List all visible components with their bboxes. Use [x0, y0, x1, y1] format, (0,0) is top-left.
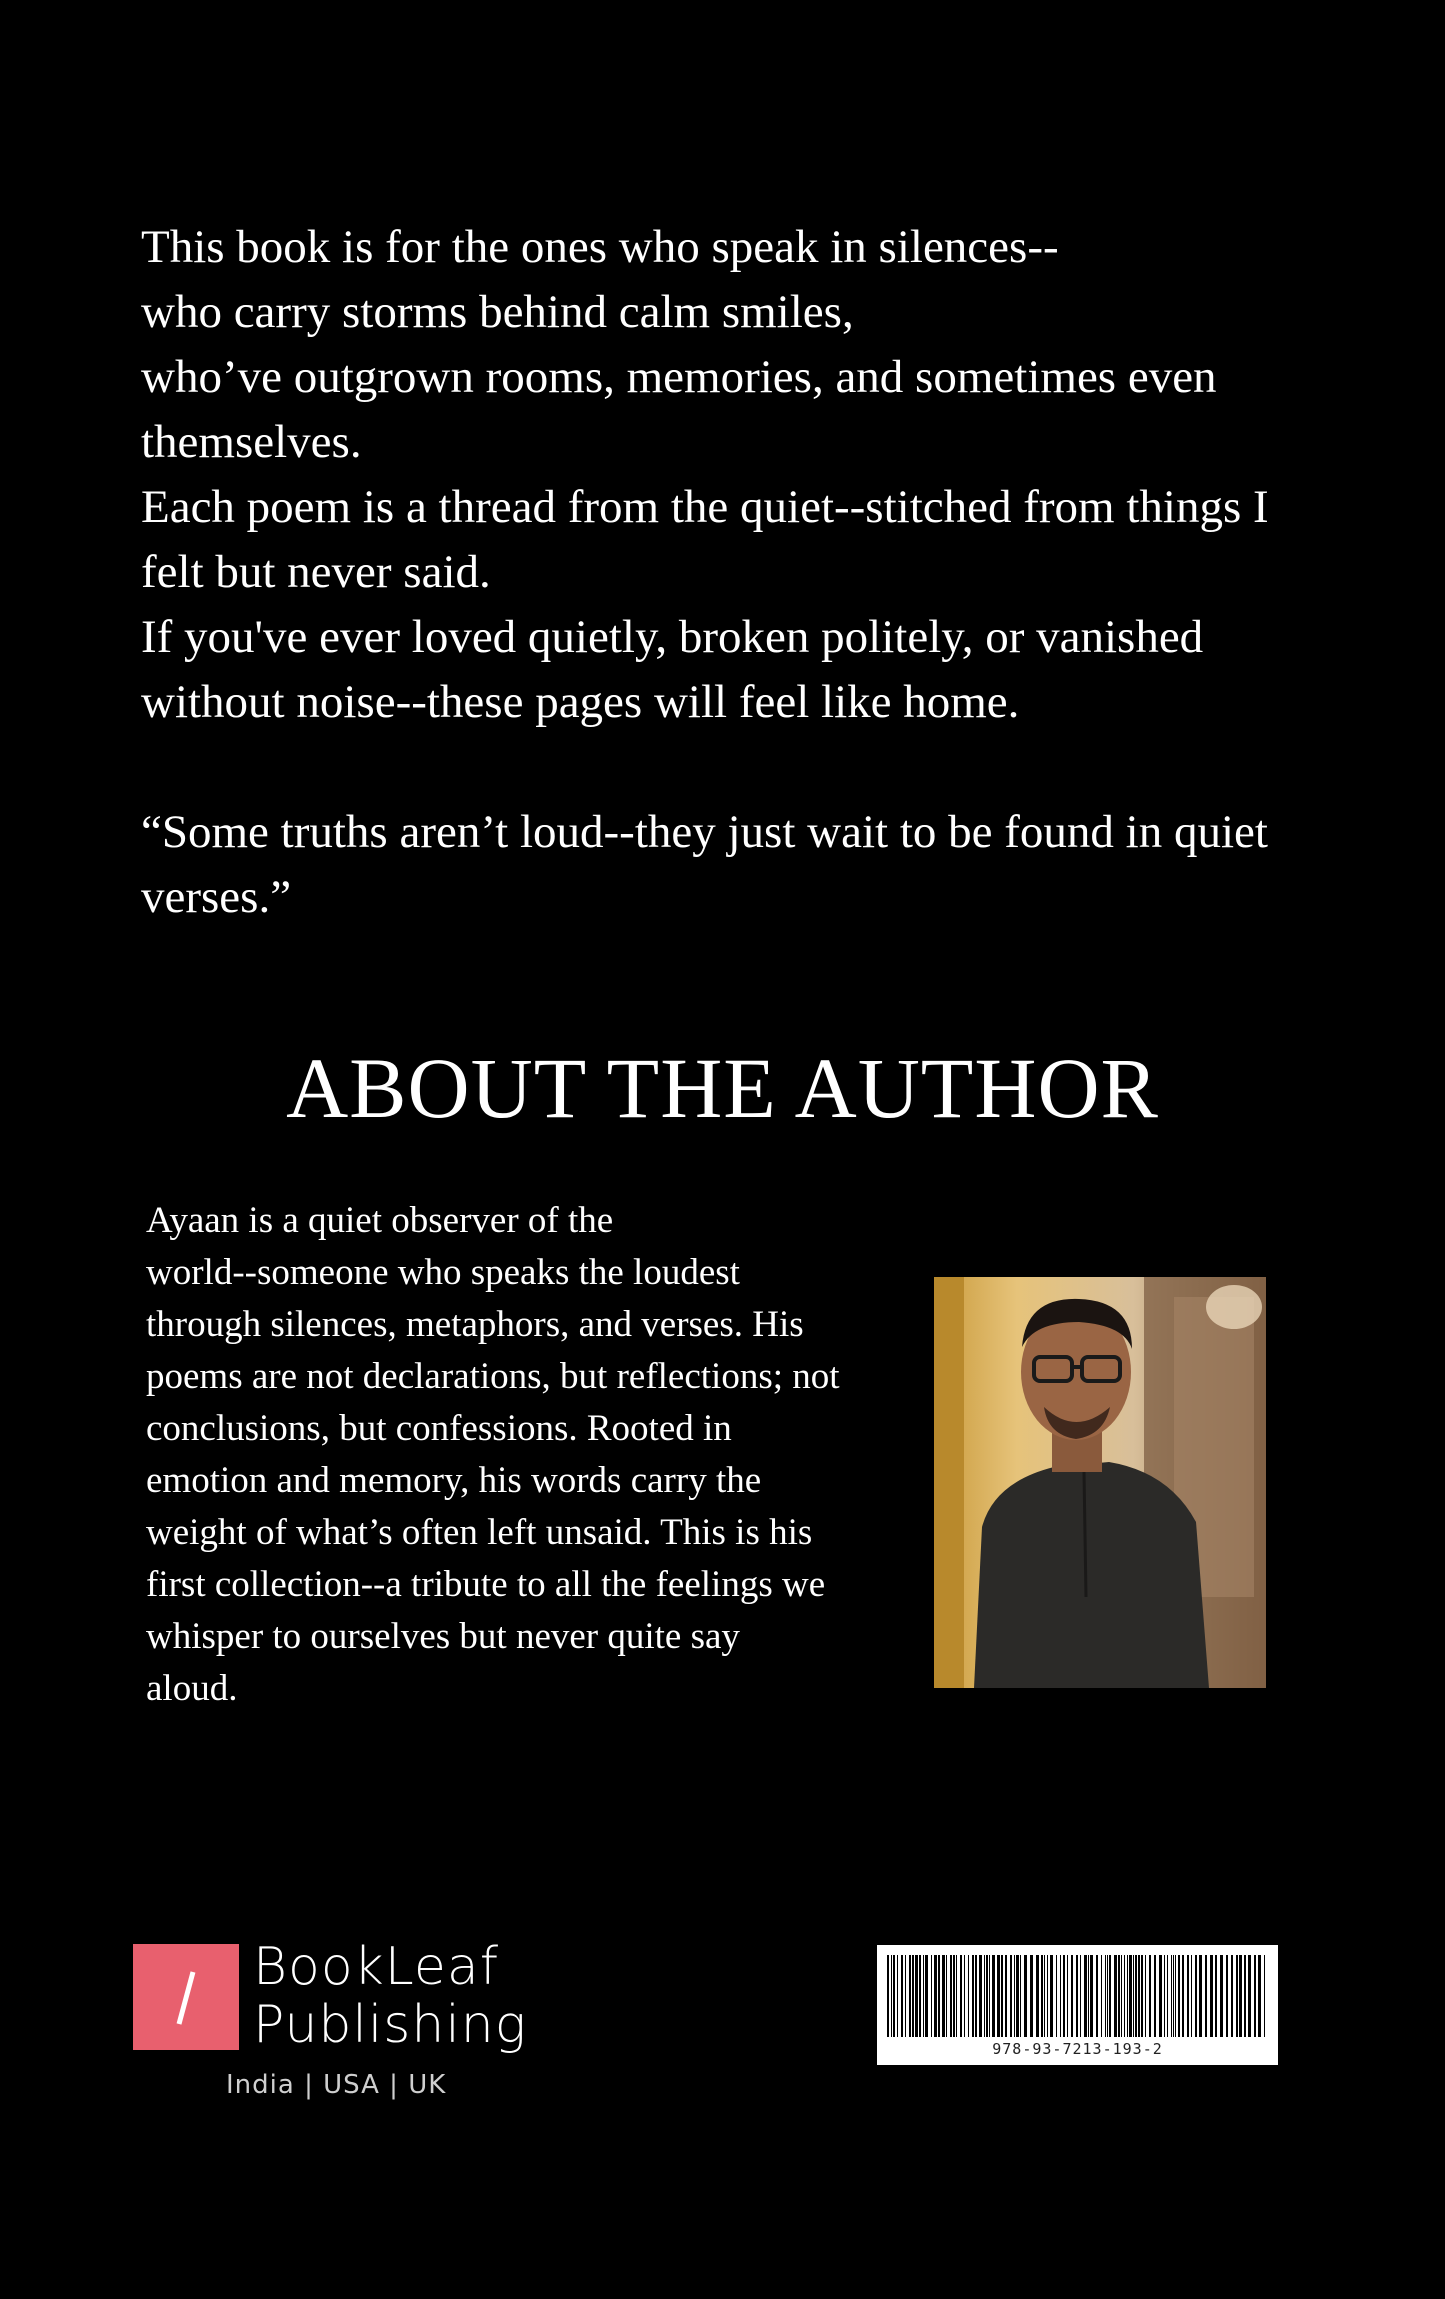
- barcode-bars: [887, 1955, 1268, 2037]
- publisher-slash-icon: [133, 1944, 239, 2050]
- spacer: [141, 735, 1321, 800]
- bio-line: through silences, metaphors, and verses. His: [146, 1304, 804, 1345]
- publisher-name-line2: Publishing: [253, 1995, 527, 2055]
- isbn-number: 978-93-7213-193-2: [992, 2040, 1163, 2058]
- bio-line: first collection--a tribute to all the feelings we: [146, 1564, 826, 1605]
- publisher-regions: India | USA | UK: [226, 2070, 447, 2100]
- bio-line: whisper to ourselves but never quite say: [146, 1616, 740, 1657]
- publisher-logo: [133, 1938, 553, 2108]
- about-heading: ABOUT THE AUTHOR: [286, 1040, 1159, 1136]
- author-photo: [934, 1277, 1266, 1688]
- publisher-name-line1: BookLeaf: [253, 1937, 500, 1997]
- bio-line: emotion and memory, his words carry the: [146, 1460, 762, 1501]
- blurb-line: This book is for the ones who speak in silences--: [141, 221, 1059, 273]
- isbn-barcode: [877, 1945, 1278, 2065]
- blurb-quote: “Some truths aren’t loud--they just wait to be found in quiet verses.”: [141, 806, 1268, 923]
- blurb-line: who carry storms behind calm smiles,: [141, 286, 854, 338]
- bio-line: Ayaan is a quiet observer of the: [146, 1200, 614, 1241]
- bio-line: weight of what’s often left unsaid. This is his: [146, 1512, 813, 1553]
- back-cover-blurb: [141, 215, 1321, 930]
- bio-line: world--someone who speaks the loudest: [146, 1252, 740, 1293]
- bio-line: aloud.: [146, 1668, 238, 1709]
- blurb-line: Each poem is a thread from the quiet--stitched from things I felt but never said.: [141, 481, 1269, 598]
- blurb-line: If you've ever loved quietly, broken politely, or vanished without noise--these pages will feel like home.: [141, 611, 1204, 728]
- author-bio: [146, 1195, 916, 1715]
- blurb-line: who’ve outgrown rooms, memories, and sometimes even themselves.: [141, 351, 1217, 468]
- publisher-name: [253, 1938, 527, 2054]
- bio-line: conclusions, but confessions. Rooted in: [146, 1408, 732, 1449]
- bio-line: poems are not declarations, but reflections; not: [146, 1356, 840, 1397]
